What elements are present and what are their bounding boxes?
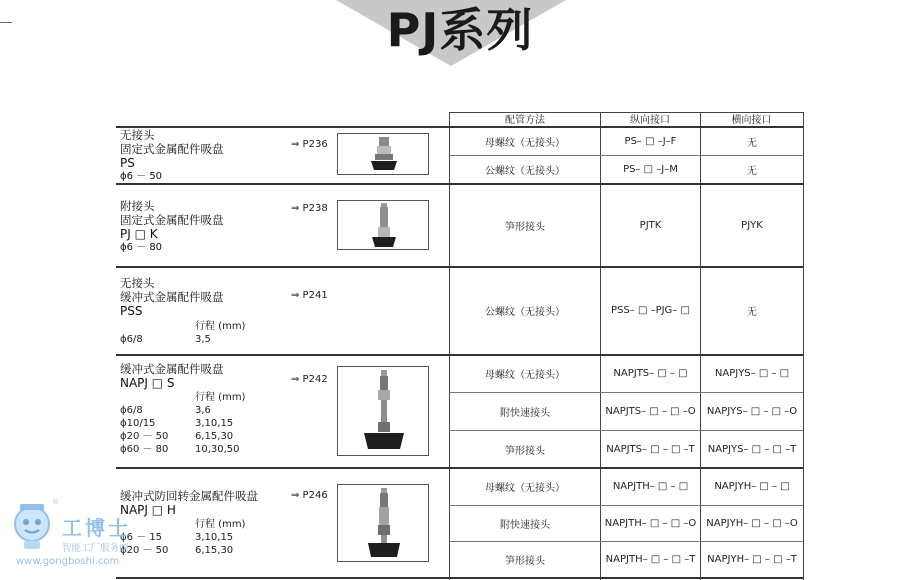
header-horizontal: 横向接口 — [731, 115, 772, 126]
product-ps-name: 固定式金属配件吸盘 — [120, 142, 224, 156]
product-pjk-range: ϕ6 － 80 — [120, 242, 163, 253]
stroke-size: ϕ6/8 — [120, 405, 143, 416]
product-pjk-info — [120, 199, 224, 255]
stroke-size: ϕ6 － 15 — [120, 532, 163, 543]
header-piping: 配管方法 — [505, 115, 545, 126]
product-pss-page-ref[interactable]: ⇒ P241 — [291, 290, 328, 301]
product-napjh-name: 缓冲式防回转金属配件吸盘 — [120, 489, 258, 503]
ps-row1-piping: 母螺纹（无接头） — [485, 137, 565, 149]
product-napjs-page-ref[interactable]: ⇒ P242 — [291, 374, 328, 385]
product-ps-page-ref[interactable]: ⇒ P236 — [291, 139, 328, 150]
napjh-row2-horizontal: NAPJYH– □ – □ –O — [706, 518, 798, 529]
napjh-row1-vertical: NAPJTH– □ – □ — [612, 481, 689, 492]
pss-row1-vertical: PSS– □ –PJG– □ — [611, 305, 690, 316]
stroke-value: 6,15,30 — [195, 431, 234, 442]
product-napjs-photo — [337, 366, 429, 456]
stroke-value: 10,30,50 — [195, 444, 240, 455]
ps-row1-vertical: PS– □ –J–F — [624, 135, 677, 147]
product-ps-type: 无接头 — [120, 128, 155, 142]
pjk-row1-piping: 笋形接头 — [505, 221, 545, 233]
section-rule — [116, 577, 803, 579]
product-pss-stroke-table — [120, 320, 245, 346]
product-pss-name: 缓冲式金属配件吸盘 — [120, 290, 224, 304]
product-ps-code: PS — [120, 156, 135, 170]
header-vertical: 纵向接口 — [630, 115, 670, 126]
table-top-rule — [449, 112, 803, 113]
ps-row2-piping: 公螺纹（无接头） — [485, 166, 565, 177]
product-ps-range: ϕ6 － 50 — [120, 171, 163, 182]
napjh-row1-horizontal: NAPJYH– □ – □ — [714, 481, 790, 492]
napjs-row3-vertical: NAPJTS– □ – □ –T — [606, 443, 695, 455]
stroke-label: 行程 (mm) — [195, 519, 246, 530]
product-napjh-photo — [337, 484, 429, 562]
product-pjk-name: 固定式金属配件吸盘 — [120, 213, 224, 227]
product-napjh-stroke-table — [120, 518, 245, 557]
napjs-row2-horizontal: NAPJYS– □ – □ –O — [706, 406, 798, 417]
napjs-row2-piping: 附快速接头 — [500, 408, 550, 419]
product-napjh-code: NAPJ □ H — [120, 503, 176, 517]
product-napjs-stroke-table — [120, 391, 245, 456]
page-edge-mark — [0, 22, 12, 23]
product-pss-code: PSS — [120, 304, 143, 318]
col-divider — [803, 112, 804, 580]
stroke-label: 行程 (mm) — [195, 321, 246, 332]
page-title: PJ系列 — [386, 3, 534, 57]
product-pss-type: 无接头 — [120, 276, 155, 290]
napjs-row1-horizontal: NAPJYS– □ – □ — [714, 368, 790, 379]
product-napjs-name: 缓冲式金属配件吸盘 — [120, 362, 224, 376]
napjs-row1-vertical: NAPJTS– □ – □ — [613, 368, 688, 379]
napjh-row2-piping: 附快速接头 — [500, 520, 550, 531]
stroke-size: ϕ20 － 50 — [120, 545, 169, 556]
stroke-value: 3,6 — [195, 405, 211, 416]
napjh-row3-horizontal: NAPJYH– □ – □ –T — [707, 554, 797, 565]
product-ps-info — [120, 128, 224, 184]
napjh-row1-piping: 母螺纹（无接头） — [485, 483, 565, 494]
stroke-size: ϕ10/15 — [120, 418, 156, 429]
stroke-value: 6,15,30 — [195, 545, 234, 556]
pjk-row1-vertical: PJTK — [639, 219, 662, 231]
watermark-brand: 工博士 — [62, 516, 131, 540]
napjh-row2-vertical: NAPJTH– □ – □ –O — [604, 518, 697, 529]
napjs-row2-vertical: NAPJTS– □ – □ –O — [605, 406, 696, 417]
napjs-row3-horizontal: NAPJYS– □ – □ –T — [707, 443, 797, 455]
napjh-row3-piping: 笋形接头 — [505, 556, 545, 567]
stroke-value: 3,10,15 — [195, 532, 234, 543]
napjh-row3-vertical: NAPJTH– □ – □ –T — [605, 554, 696, 565]
stroke-size: ϕ60 － 80 — [120, 444, 169, 455]
product-pjk-photo — [337, 200, 429, 250]
product-pss-info — [120, 276, 224, 318]
product-napjs-code: NAPJ □ S — [120, 376, 175, 390]
product-napjh-page-ref[interactable]: ⇒ P246 — [291, 490, 328, 501]
watermark-registered: ® — [52, 498, 59, 506]
stroke-size: ϕ6/8 — [120, 334, 143, 345]
ps-row2-vertical: PS– □ –J–M — [623, 164, 678, 175]
pss-row1-piping: 公螺纹（无接头） — [485, 307, 565, 318]
ps-row2-horizontal: 无 — [747, 166, 757, 177]
napjs-row1-piping: 母螺纹（无接头） — [485, 370, 565, 381]
pjk-row1-horizontal: PJYK — [741, 219, 763, 231]
watermark-url: www.gongboshi.com — [16, 556, 120, 567]
stroke-value: 3,5 — [195, 334, 211, 345]
stroke-size: ϕ20 － 50 — [120, 431, 169, 442]
product-ps-photo — [337, 133, 429, 175]
pss-row1-horizontal: 无 — [747, 307, 757, 318]
mascot-logo-icon — [6, 498, 62, 554]
product-pjk-page-ref[interactable]: ⇒ P238 — [291, 203, 328, 214]
product-pjk-code: PJ □ K — [120, 227, 158, 241]
product-pjk-type: 附接头 — [120, 199, 155, 213]
stroke-value: 3,10,15 — [195, 418, 234, 429]
product-napjh-info — [120, 489, 258, 517]
stroke-label: 行程 (mm) — [195, 392, 246, 403]
watermark-slogan: 智能工厂服务商 — [62, 543, 129, 554]
product-napjs-info — [120, 362, 224, 390]
ps-row1-horizontal: 无 — [747, 137, 757, 149]
napjs-row3-piping: 笋形接头 — [505, 445, 545, 457]
